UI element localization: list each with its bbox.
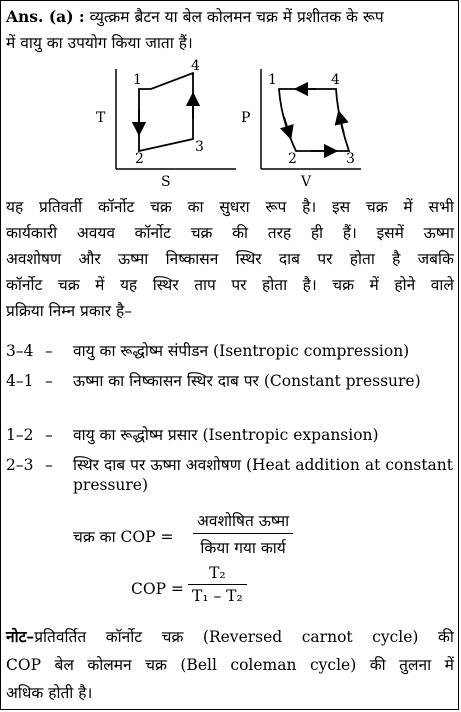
ts-cycle (139, 73, 193, 151)
cop-definition-fraction (193, 509, 293, 558)
word: में (444, 656, 454, 674)
step-number: 2–3 (6, 456, 34, 474)
ts-x-label: S (161, 174, 171, 189)
note-start (6, 627, 86, 647)
pv-point-3: 3 (346, 151, 355, 167)
word: प्रतिवर्तित (34, 628, 87, 646)
word: COP (6, 656, 41, 674)
word: स्थिर (152, 276, 179, 294)
word: में (369, 276, 379, 294)
note-line-3: अधिक होती है। (6, 684, 93, 702)
word: और (78, 250, 101, 268)
word: वाले (430, 276, 454, 294)
word: चक्र (190, 224, 213, 242)
word: है। (302, 276, 317, 294)
step-dash: – (45, 372, 53, 390)
step-number: 4–1 (6, 372, 34, 390)
word: होने (394, 276, 416, 294)
word: रूप (265, 198, 287, 216)
word: चक्र (365, 198, 388, 216)
word: पर (231, 276, 247, 294)
paragraph-line-3 (6, 249, 454, 269)
step-number: 3–4 (6, 342, 34, 360)
word: cycle) (309, 656, 357, 674)
word: (Bell (180, 656, 217, 674)
cop-label: COP = (131, 580, 184, 598)
word: बेल (54, 656, 74, 674)
word: जबकि (417, 250, 454, 268)
cop-definition-numerator: अवशोषित ऊष्मा (193, 509, 293, 534)
cop-definition-denominator: किया गया कार्य (200, 539, 286, 557)
word: ऊष्मा (423, 224, 454, 242)
pv-arrow-12 (284, 117, 289, 133)
word: अवशोषण (6, 250, 62, 268)
cop-denominator: T₁ – T₂ (192, 587, 243, 605)
ts-diagram (91, 59, 241, 189)
word: चक्र (161, 628, 184, 646)
word: में (95, 276, 105, 294)
word: (Reversed (202, 628, 283, 646)
word: coleman (230, 656, 297, 674)
word: पर (317, 250, 333, 268)
word: चक्र (145, 656, 167, 674)
word: स्थिर (235, 250, 262, 268)
ts-point-2: 2 (135, 151, 144, 167)
word: ऊष्मा (117, 250, 149, 268)
pv-point-1: 1 (268, 72, 277, 88)
pv-point-4: 4 (331, 72, 340, 88)
ts-point-3: 3 (195, 139, 204, 155)
word: है (392, 250, 401, 268)
word: इस (332, 198, 351, 216)
pv-point-2: 2 (288, 151, 297, 167)
word: carnot (301, 628, 353, 646)
pv-x-label: V (301, 174, 312, 189)
word: ही (310, 224, 324, 242)
pv-cycle (279, 89, 349, 151)
word: कार्यकारी (6, 224, 58, 242)
step-dash: – (45, 426, 53, 444)
ts-point-1: 1 (133, 72, 142, 88)
word: तुलना (399, 656, 432, 674)
pv-y-label: P (241, 110, 251, 126)
word: यह (6, 198, 24, 216)
answer-text-1: व्युत्क्रम ब्रैटन या बेल कोलमन चक्र में प्रशीतक के रूप (89, 8, 384, 26)
word: कॉर्नोट (6, 276, 43, 294)
word: सभी (428, 198, 454, 216)
pv-arrow-34 (340, 117, 344, 134)
word: अवयव (76, 224, 115, 242)
word: चक्र (332, 276, 355, 294)
word: होता (262, 276, 288, 294)
word: होता (349, 250, 375, 268)
paragraph-line-4 (6, 275, 454, 295)
word: ताप (194, 276, 216, 294)
paragraph-line-1 (6, 197, 454, 217)
note-label: नोट– (6, 627, 35, 646)
note-line-2 (6, 655, 454, 675)
word: हैं। (342, 224, 357, 242)
step-text: वायु का रूद्धोष्म प्रसार (Isentropic expansion) (73, 426, 379, 444)
word: की (369, 656, 386, 674)
word: यह (119, 276, 138, 294)
word: का (187, 198, 204, 216)
word: सुधरा (219, 198, 250, 216)
word: है। (302, 198, 317, 216)
word: निष्कासन (165, 250, 219, 268)
word: में (403, 198, 413, 216)
step-dash: – (45, 342, 53, 360)
cop-fraction (188, 564, 247, 605)
answer-line-1 (6, 7, 384, 27)
cop-numerator: T₂ (188, 564, 247, 585)
step-dash: – (45, 456, 53, 474)
ts-y-label: T (96, 110, 106, 126)
paragraph-line-2 (6, 223, 454, 243)
step-number: 1–2 (6, 426, 34, 444)
step-text: वायु का रूद्धोष्म संपीडन (Isentropic compression) (73, 342, 410, 360)
word: की (232, 224, 249, 242)
word: इसमें (376, 224, 404, 242)
word: चक्र (57, 276, 80, 294)
step-text: ऊष्मा का निष्कासन स्थिर दाब पर (Constant pressure) (73, 372, 421, 390)
paragraph-line-5: प्रक्रिया निम्न प्रकार है– (6, 302, 133, 320)
word: प्रतिवर्ती (39, 198, 83, 216)
answer-line-2: में वायु का उपयोग किया जाता हैं। (6, 34, 193, 52)
word: दाब (278, 250, 301, 268)
word: की (438, 628, 454, 646)
word: तरह (267, 224, 292, 242)
cop-definition-label: चक्र का COP = (73, 528, 174, 546)
word: चक्र (150, 198, 172, 216)
note-line-1 (6, 627, 454, 647)
word: कॉर्नोट (134, 224, 171, 242)
word: cycle) (372, 628, 419, 646)
word: कॉर्नोट (97, 198, 135, 216)
word: कॉर्नोट (105, 628, 143, 646)
answer-label: Ans. (a) : (6, 7, 85, 26)
ts-point-4: 4 (191, 59, 200, 74)
pv-diagram (236, 59, 366, 189)
step-text: स्थिर दाब पर ऊष्मा अवशोषण (Heat addition at constant pressure) (73, 456, 453, 494)
word: कोलमन (87, 656, 132, 674)
